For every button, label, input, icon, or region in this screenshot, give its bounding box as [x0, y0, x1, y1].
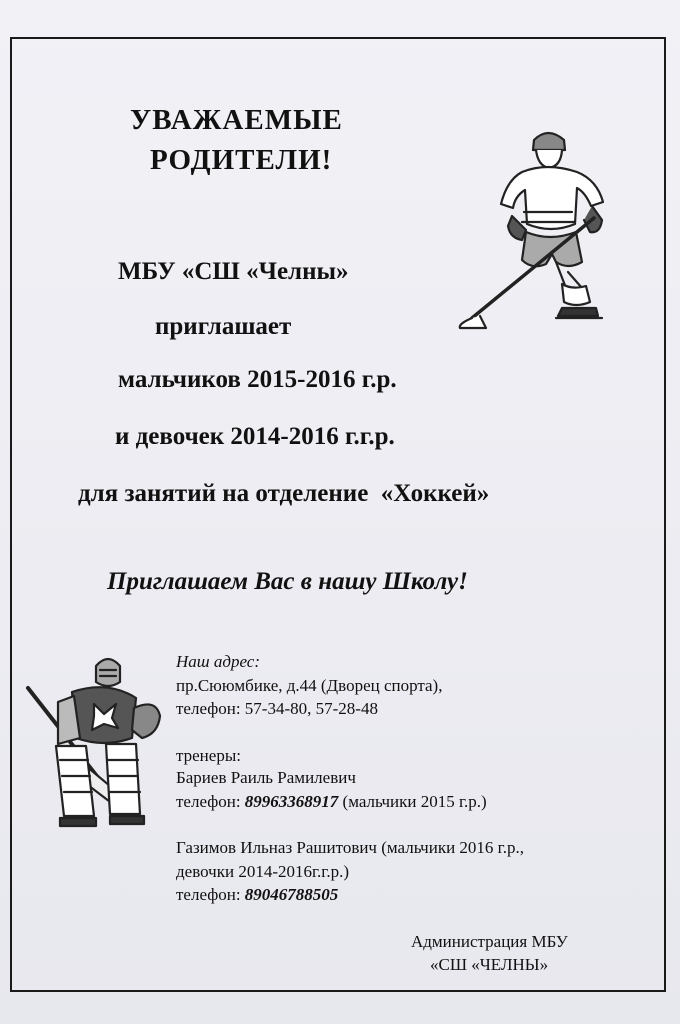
address-label: Наш адрес: — [176, 652, 260, 671]
invitation-line-1: МБУ «СШ «Челны» — [118, 258, 349, 285]
trainer-1-phone: 89963368917 — [244, 792, 339, 811]
trainers-label: тренеры: — [176, 746, 241, 765]
hockey-goalie-icon — [22, 648, 172, 838]
invitation-line-3: мальчиков 2015-2016 г.р. — [118, 366, 397, 393]
trainer-1-note: (мальчики 2015 г.р.) — [338, 792, 487, 811]
trainer-2-phone-line — [176, 885, 338, 905]
invitation-line-5: для занятий на отделение «Хоккей» — [78, 480, 490, 507]
trainer-1-name: Бариев Раиль Рамилевич — [176, 768, 356, 787]
hockey-player-icon — [452, 122, 632, 334]
trainer-1-phone-line — [176, 792, 487, 812]
slogan: Приглашаем Вас в нашу Школу! — [107, 568, 468, 595]
invitation-line-4: и девочек 2014-2016 г.г.р. — [115, 423, 395, 450]
trainer-2-phone: 89046788505 — [244, 885, 339, 904]
trainer-2-line-2: девочки 2014-2016г.г.р.) — [176, 862, 350, 881]
signature-line-1: Администрация МБУ — [411, 932, 568, 951]
trainer-2-line-1: Газимов Ильназ Рашитович (мальчики 2016 г.р., — [176, 838, 524, 857]
heading-line-2: РОДИТЕЛИ! — [150, 144, 333, 176]
address-phone: телефон: 57-34-80, 57-28-48 — [176, 699, 378, 718]
address-street: пр.Сююмбике, д.44 (Дворец спорта), — [176, 676, 443, 695]
heading-line-1: УВАЖАЕМЫЕ — [130, 104, 343, 136]
signature-line-2: «СШ «ЧЕЛНЫ» — [430, 955, 549, 974]
trainer-1-phone-prefix: телефон: — [176, 792, 245, 811]
trainer-2-phone-prefix: телефон: — [176, 885, 245, 904]
invitation-line-2: приглашает — [155, 313, 292, 340]
